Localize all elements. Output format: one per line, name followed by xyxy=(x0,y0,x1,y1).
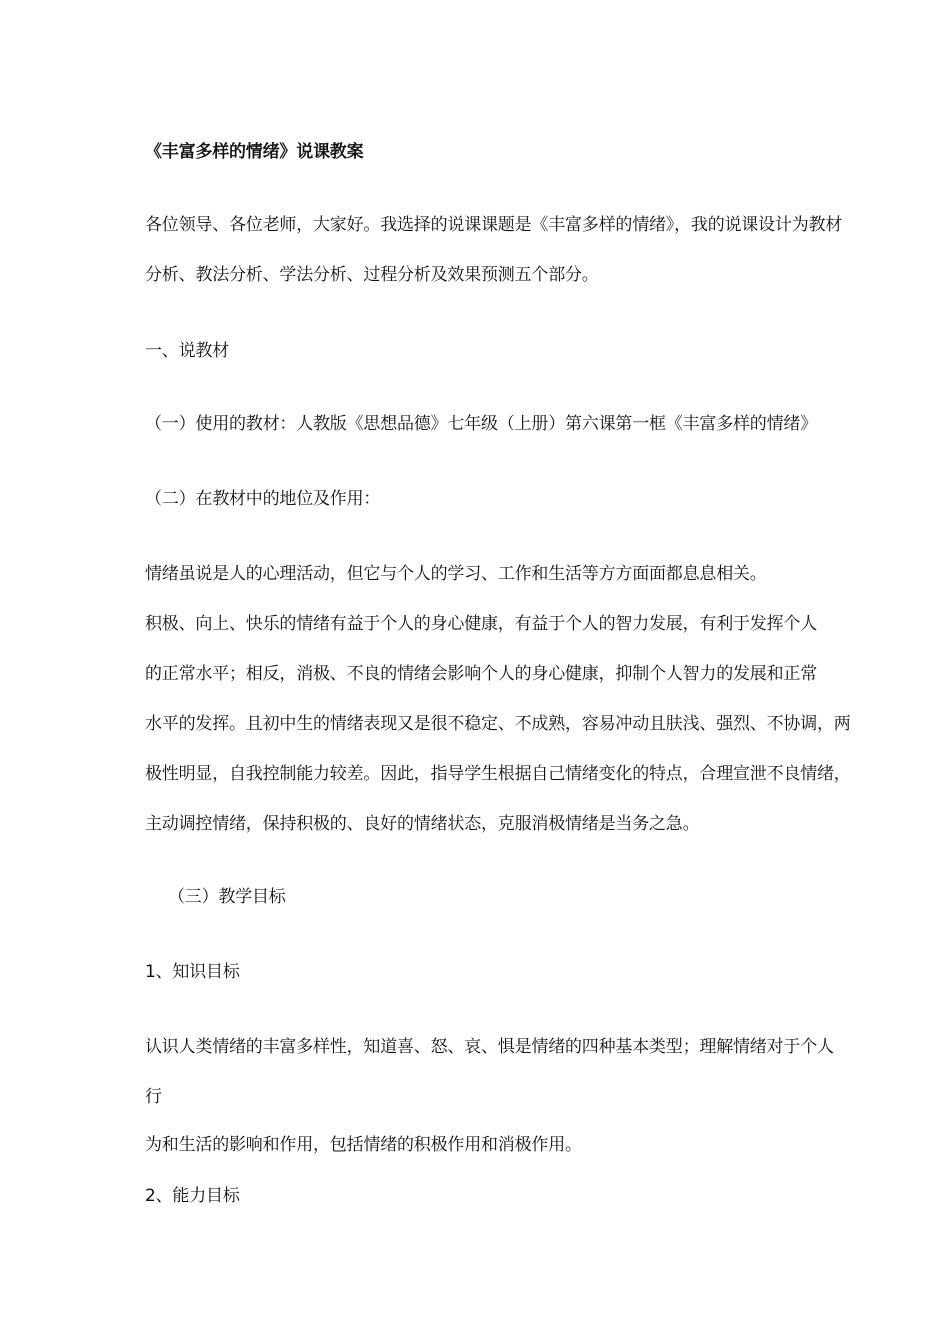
role-paragraph-line-1: 情绪虽说是人的心理活动，但它与个人的学习、工作和生活等方方面面都息息相关。 xyxy=(145,564,767,584)
intro-line-1: 各位领导、各位老师，大家好。我选择的说课课题是《丰富多样的情绪》，我的说课设计为教材 xyxy=(145,215,843,235)
role-paragraph-line-2: 积极、向上、快乐的情绪有益于个人的身心健康，有益于个人的智力发展，有利于发挥个人 xyxy=(145,614,817,634)
subheading-material-used: （一）使用的教材：人教版《思想品德》七年级（上册）第六课第一框《丰富多样的情绪》 xyxy=(145,414,817,434)
document-title: 《丰富多样的情绪》说课教案 xyxy=(145,142,364,162)
intro-line-2: 分析、教法分析、学法分析、过程分析及效果预测五个部分。 xyxy=(145,265,599,285)
role-paragraph-line-5: 极性明显，自我控制能力较差。因此，指导学生根据自己情绪变化的特点，合理宣泄不良情绪， xyxy=(145,764,851,784)
subheading-position-role: （二）在教材中的地位及作用： xyxy=(145,489,381,509)
goal-knowledge-line-2: 行 xyxy=(145,1087,162,1107)
goal-knowledge-line-3: 为和生活的影响和作用，包括情绪的积极作用和消极作用。 xyxy=(145,1135,582,1155)
goal-ability-heading: 2、能力目标 xyxy=(145,1186,240,1206)
goal-knowledge-heading: 1、知识目标 xyxy=(145,962,240,982)
role-paragraph-line-4: 水平的发挥。且初中生的情绪表现又是很不稳定、不成熟，容易冲动且肤浅、强烈、不协调，两 xyxy=(145,714,851,734)
goal-knowledge-line-1: 认识人类情绪的丰富多样性，知道喜、怒、哀、惧是情绪的四种基本类型；理解情绪对于个人 xyxy=(145,1037,834,1057)
role-paragraph-line-3: 的正常水平；相反，消极、不良的情绪会影响个人的身心健康，抑制个人智力的发展和正常 xyxy=(145,664,817,684)
section-heading-teaching-material: 一、说教材 xyxy=(145,341,229,361)
subheading-teaching-goals: （三）教学目标 xyxy=(168,887,286,907)
role-paragraph-line-6: 主动调控情绪，保持积极的、良好的情绪状态，克服消极情绪是当务之急。 xyxy=(145,814,700,834)
